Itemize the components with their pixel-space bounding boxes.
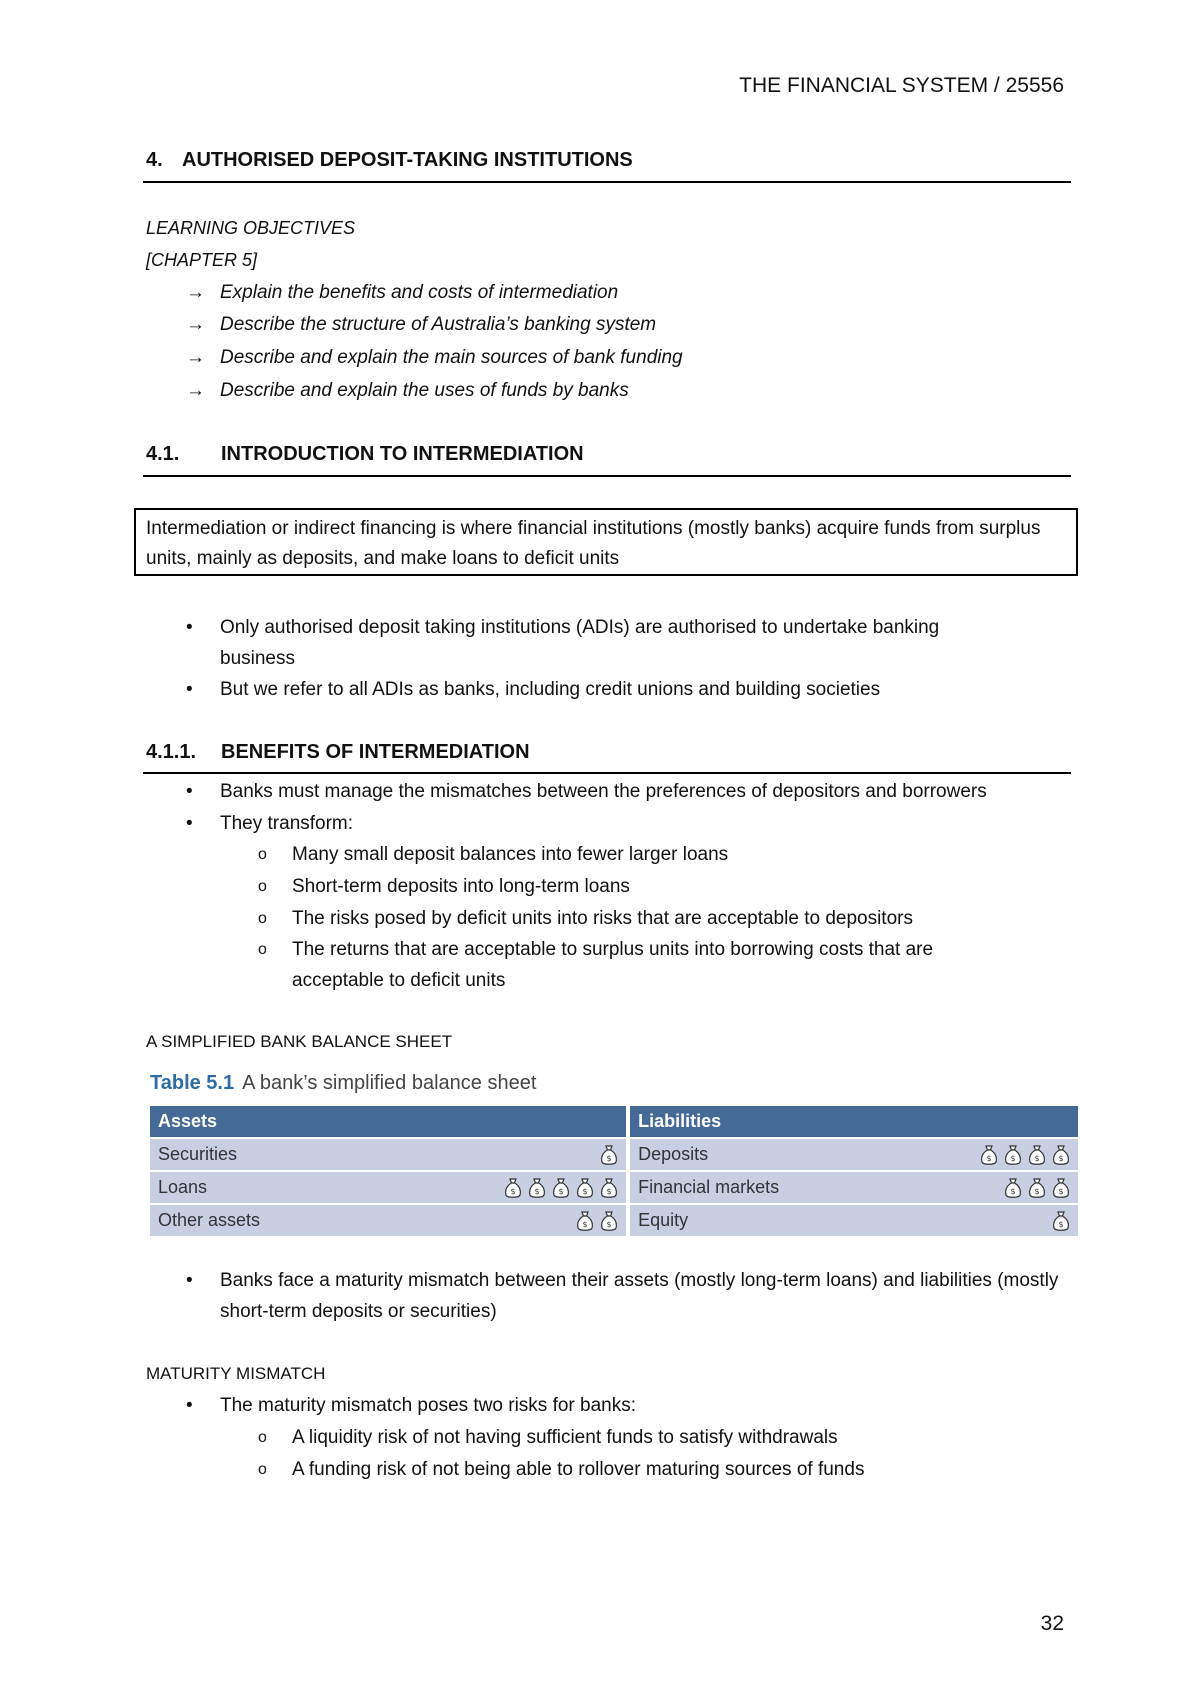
section-heading-4-1: [146, 443, 584, 466]
table-row: [150, 1171, 1078, 1204]
sub-bullet-item: o The returns that are acceptable to surplus units into borrowing costs that are acceptable to deficit units: [258, 934, 998, 996]
svg-text:$: $: [1010, 1186, 1016, 1196]
bullet-item: • Only authorised deposit taking institutions (ADIs) are authorised to undertake banking business: [186, 612, 1016, 674]
learning-objectives-label: LEARNING OBJECTIVES: [146, 218, 356, 238]
sub-bullet-item: o A funding risk of not being able to rollover maturing sources of funds: [258, 1454, 1018, 1485]
svg-text:$: $: [510, 1186, 516, 1196]
objective-item: → Describe the structure of Australia’s banking system: [186, 314, 657, 335]
bullet-icon: •: [186, 617, 193, 638]
money-bag-icon: [600, 1177, 618, 1199]
running-header: THE FINANCIAL SYSTEM / 25556: [739, 74, 1064, 97]
liability-label: Equity: [630, 1204, 946, 1237]
sub-bullet-item: o Many small deposit balances into fewer larger loans: [258, 839, 1018, 870]
chapter-title: AUTHORISED DEPOSIT-TAKING INSTITUTIONS: [182, 149, 633, 171]
arrow-icon: →: [186, 314, 205, 335]
svg-text:$: $: [1058, 1219, 1064, 1229]
section-number: 4.1.: [146, 443, 180, 465]
circle-bullet-icon: o: [258, 878, 267, 895]
money-bag-icon: [600, 1210, 618, 1232]
section-heading-4-1-1: [146, 741, 530, 764]
liability-bags: [946, 1171, 1078, 1204]
objective-item: → Describe and explain the main sources of bank funding: [186, 347, 683, 368]
svg-text:$: $: [582, 1186, 588, 1196]
objective-item: → Explain the benefits and costs of intermediation: [186, 282, 619, 303]
chapter-heading: [146, 149, 633, 172]
svg-text:$: $: [1034, 1153, 1040, 1163]
table-title: A bank’s simplified balance sheet: [242, 1072, 537, 1094]
table-row: [150, 1138, 1078, 1171]
bullet-item: • The maturity mismatch poses two risks for banks:: [186, 1390, 1006, 1421]
svg-text:$: $: [606, 1186, 612, 1196]
sub-bullet-item: o Short-term deposits into long-term loans: [258, 871, 1018, 902]
money-bag-icon: [1028, 1177, 1046, 1199]
svg-text:$: $: [606, 1219, 612, 1229]
money-bag-icon: [552, 1177, 570, 1199]
money-bag-icon: [1028, 1144, 1046, 1166]
bullet-icon: •: [186, 781, 193, 802]
bullet-icon: •: [186, 1395, 193, 1416]
money-bag-icon: [1052, 1144, 1070, 1166]
svg-text:$: $: [986, 1153, 992, 1163]
money-bag-icon: [576, 1177, 594, 1199]
balance-sheet-table: [150, 1106, 1078, 1238]
bullet-item: • Banks face a maturity mismatch between their assets (mostly long-term loans) and liabilities (mostly short-term deposits or securities): [186, 1265, 1076, 1327]
circle-bullet-icon: o: [258, 910, 267, 927]
arrow-icon: →: [186, 347, 205, 368]
bullet-item: • But we refer to all ADIs as banks, including credit unions and building societies: [186, 674, 1066, 705]
asset-bags: [466, 1171, 626, 1204]
section-rule: [143, 772, 1071, 774]
circle-bullet-icon: o: [258, 1461, 267, 1478]
circle-bullet-icon: o: [258, 941, 267, 958]
liabilities-header: Liabilities: [630, 1106, 1078, 1138]
sub-bullet-item: o A liquidity risk of not having sufficient funds to satisfy withdrawals: [258, 1422, 1018, 1453]
page-number: 32: [1040, 1612, 1064, 1635]
chapter-number: 4.: [146, 149, 163, 171]
liability-label: Financial markets: [630, 1171, 946, 1204]
asset-label: Securities: [150, 1138, 466, 1171]
money-bag-icon: [600, 1144, 618, 1166]
section-title: INTRODUCTION TO INTERMEDIATION: [221, 443, 584, 465]
bullet-icon: •: [186, 1270, 193, 1291]
table-label: Table 5.1: [150, 1072, 235, 1094]
bullet-item: • They transform:: [186, 808, 786, 839]
money-bag-icon: [528, 1177, 546, 1199]
bullet-item: • Banks must manage the mismatches between the preferences of depositors and borrowers: [186, 776, 1076, 807]
asset-bags: [466, 1204, 626, 1237]
chapter-reference: [CHAPTER 5]: [146, 250, 258, 270]
maturity-mismatch-heading: MATURITY MISMATCH: [146, 1364, 326, 1383]
money-bag-icon: [1052, 1210, 1070, 1232]
asset-label: Loans: [150, 1171, 466, 1204]
money-bag-icon: [980, 1144, 998, 1166]
liability-bags: [946, 1204, 1078, 1237]
bullet-icon: •: [186, 679, 193, 700]
asset-bags: [466, 1138, 626, 1171]
svg-text:$: $: [1058, 1153, 1064, 1163]
section-number: 4.1.1.: [146, 741, 197, 763]
table-header-row: [150, 1106, 1078, 1138]
circle-bullet-icon: o: [258, 846, 267, 863]
section-title: BENEFITS OF INTERMEDIATION: [221, 741, 530, 763]
asset-label: Other assets: [150, 1204, 466, 1237]
definition-box: Intermediation or indirect financing is where financial institutions (mostly banks) acquire funds from surplus units, mainly as deposits, and make loans to deficit units: [134, 508, 1078, 576]
money-bag-icon: [1004, 1144, 1022, 1166]
circle-bullet-icon: o: [258, 1429, 267, 1446]
money-bag-icon: [1052, 1177, 1070, 1199]
svg-text:$: $: [1058, 1186, 1064, 1196]
table-row: [150, 1204, 1078, 1237]
assets-header: Assets: [150, 1106, 626, 1138]
arrow-icon: →: [186, 282, 205, 303]
bullet-icon: •: [186, 813, 193, 834]
chapter-rule: [143, 181, 1071, 183]
arrow-icon: →: [186, 380, 205, 401]
svg-text:$: $: [1034, 1186, 1040, 1196]
svg-text:$: $: [1010, 1153, 1016, 1163]
liability-label: Deposits: [630, 1138, 946, 1171]
liability-bags: [946, 1138, 1078, 1171]
svg-text:$: $: [606, 1153, 612, 1163]
money-bag-icon: [504, 1177, 522, 1199]
section-rule: [143, 475, 1071, 477]
svg-text:$: $: [558, 1186, 564, 1196]
money-bag-icon: [1004, 1177, 1022, 1199]
svg-text:$: $: [582, 1219, 588, 1229]
table-caption: [150, 1072, 536, 1095]
objective-item: → Describe and explain the uses of funds by banks: [186, 380, 629, 401]
svg-text:$: $: [534, 1186, 540, 1196]
sub-bullet-item: o The risks posed by deficit units into risks that are acceptable to depositors: [258, 903, 1058, 934]
money-bag-icon: [576, 1210, 594, 1232]
balance-sheet-heading: A SIMPLIFIED BANK BALANCE SHEET: [146, 1032, 453, 1051]
